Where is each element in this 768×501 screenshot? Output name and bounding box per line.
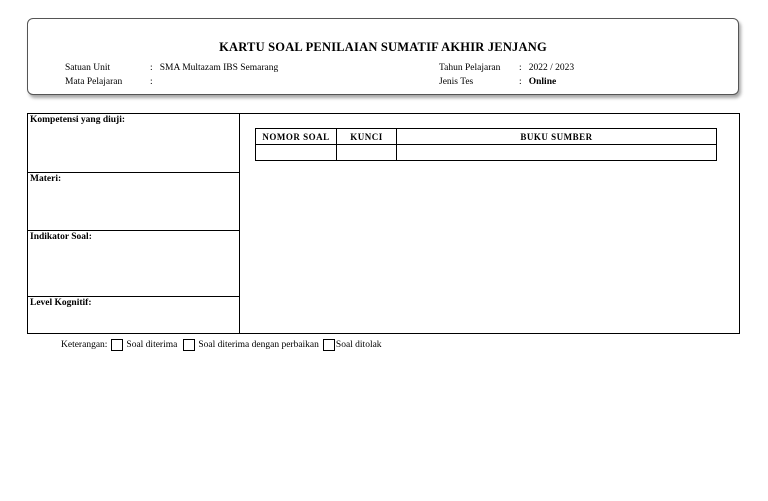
jenis-row xyxy=(439,77,556,87)
jenis-separator: : xyxy=(519,77,522,87)
nomor-soal-cell[interactable] xyxy=(256,145,337,161)
indikator-field[interactable]: Indikator Soal: xyxy=(28,230,239,296)
tahun-separator: : xyxy=(519,63,522,73)
kunci-header: KUNCI xyxy=(337,129,397,145)
satuan-row xyxy=(65,63,278,73)
checkbox-diterima-perbaikan[interactable] xyxy=(183,339,195,351)
nomor-soal-header: NOMOR SOAL xyxy=(256,129,337,145)
checkbox-ditolak[interactable] xyxy=(323,339,335,351)
option-diterima-perbaikan-label: Soal diterima dengan perbaikan xyxy=(198,340,319,350)
option-diterima-label: Soal diterima xyxy=(126,340,178,350)
header-box xyxy=(27,18,739,95)
satuan-separator: : xyxy=(150,63,153,73)
satuan-label: Satuan Unit xyxy=(65,63,111,73)
checkbox-diterima[interactable] xyxy=(111,339,123,351)
buku-sumber-header: BUKU SUMBER xyxy=(397,129,717,145)
tahun-label: Tahun Pelajaran xyxy=(439,63,501,73)
kunci-cell[interactable] xyxy=(337,145,397,161)
table-header-row xyxy=(256,129,717,145)
page-title: KARTU SOAL PENILAIAN SUMATIF AKHIR JENJANG xyxy=(219,40,547,54)
satuan-value: SMA Multazam IBS Semarang xyxy=(159,63,279,73)
keterangan-row xyxy=(61,339,382,351)
tahun-row xyxy=(439,63,574,73)
tahun-value: 2022 / 2023 xyxy=(528,63,575,73)
level-kognitif-field[interactable]: Level Kognitif: xyxy=(28,296,239,333)
jenis-label: Jenis Tes xyxy=(439,77,474,87)
left-column xyxy=(28,114,240,333)
option-ditolak-label: Soal ditolak xyxy=(335,340,382,350)
jenis-value: Online xyxy=(528,77,557,87)
card-body xyxy=(27,113,740,334)
buku-sumber-cell[interactable] xyxy=(397,145,717,161)
soal-table xyxy=(255,128,717,161)
mapel-row xyxy=(65,77,157,87)
mapel-separator: : xyxy=(150,77,153,87)
table-row xyxy=(256,145,717,161)
kompetensi-field[interactable]: Kompetensi yang diuji: xyxy=(30,115,126,125)
keterangan-label: Keterangan: xyxy=(61,340,108,350)
mapel-label: Mata Pelajaran xyxy=(65,77,123,87)
materi-field[interactable]: Materi: xyxy=(28,172,239,230)
